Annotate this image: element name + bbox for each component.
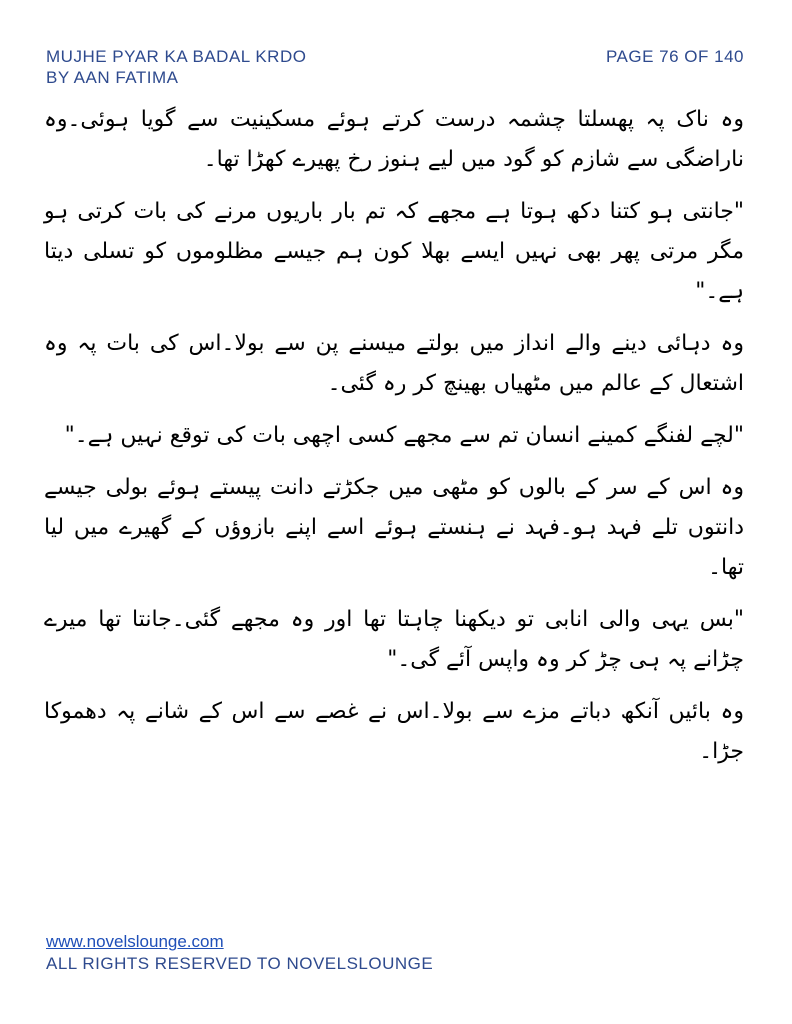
- paragraph: وہ اس کے سر کے بالوں کو مٹھی میں جکڑتے دانت پیستے ہوئے بولی جیسے دانتوں تلے فہد ہو۔فہد نے ہنستے ہوئے اسے اپنے بازوؤں کے گھیرے میں لیا تھا۔: [44, 475, 744, 580]
- story-text: [44, 100, 744, 784]
- author-name: BY AAN FATIMA: [46, 68, 179, 87]
- paragraph: "بس یہی والی انابی تو دیکھنا چاہتا تھا اور وہ مجھے گئی۔جانتا تھا میرے چڑانے پہ ہی چڑ کر وہ واپس آئے گی۔": [44, 607, 744, 672]
- footer: [46, 931, 433, 975]
- paragraph: "لچے لفنگے کمینے انسان تم سے مجھے کسی اچھی بات کی توقع نہیں ہے۔": [64, 423, 744, 448]
- paragraph: وہ بائیں آنکھ دباتے مزے سے بولا۔اس نے غصے سے اس کے شانے پہ دھموکا جڑا۔: [44, 699, 744, 764]
- website-link[interactable]: www.novelslounge.com: [46, 932, 224, 951]
- header-left: [46, 46, 306, 88]
- paragraph: "جانتی ہو کتنا دکھ ہوتا ہے مجھے کہ تم بار باریوں مرنے کی بات کرتی ہو مگر مرتی پھر بھی نہیں ایسے بھلا کون ہم جیسے مظلوموں کو تسلی دیتا ہے۔": [44, 199, 744, 304]
- paragraph: وہ ناک پہ پھسلتا چشمہ درست کرتے ہوئے مسکینیت سے گویا ہوئی۔وہ ناراضگی سے شازم کو گود میں لیے ہنوز رخ پھیرے کھڑا تھا۔: [44, 107, 744, 172]
- paragraph: وہ دہائی دینے والے انداز میں بولتے میسنے پن سے بولا۔اس کی بات پہ وہ اشتعال کے عالم میں مٹھیاں بھینچ کر رہ گئی۔: [44, 331, 744, 396]
- header-right: [606, 46, 744, 67]
- page-number: PAGE 76 OF 140: [605, 47, 744, 66]
- novel-title: MUJHE PYAR KA BADAL KRDO: [46, 47, 307, 66]
- rights-notice: ALL RIGHTS RESERVED TO NOVELSLOUNGE: [46, 954, 434, 973]
